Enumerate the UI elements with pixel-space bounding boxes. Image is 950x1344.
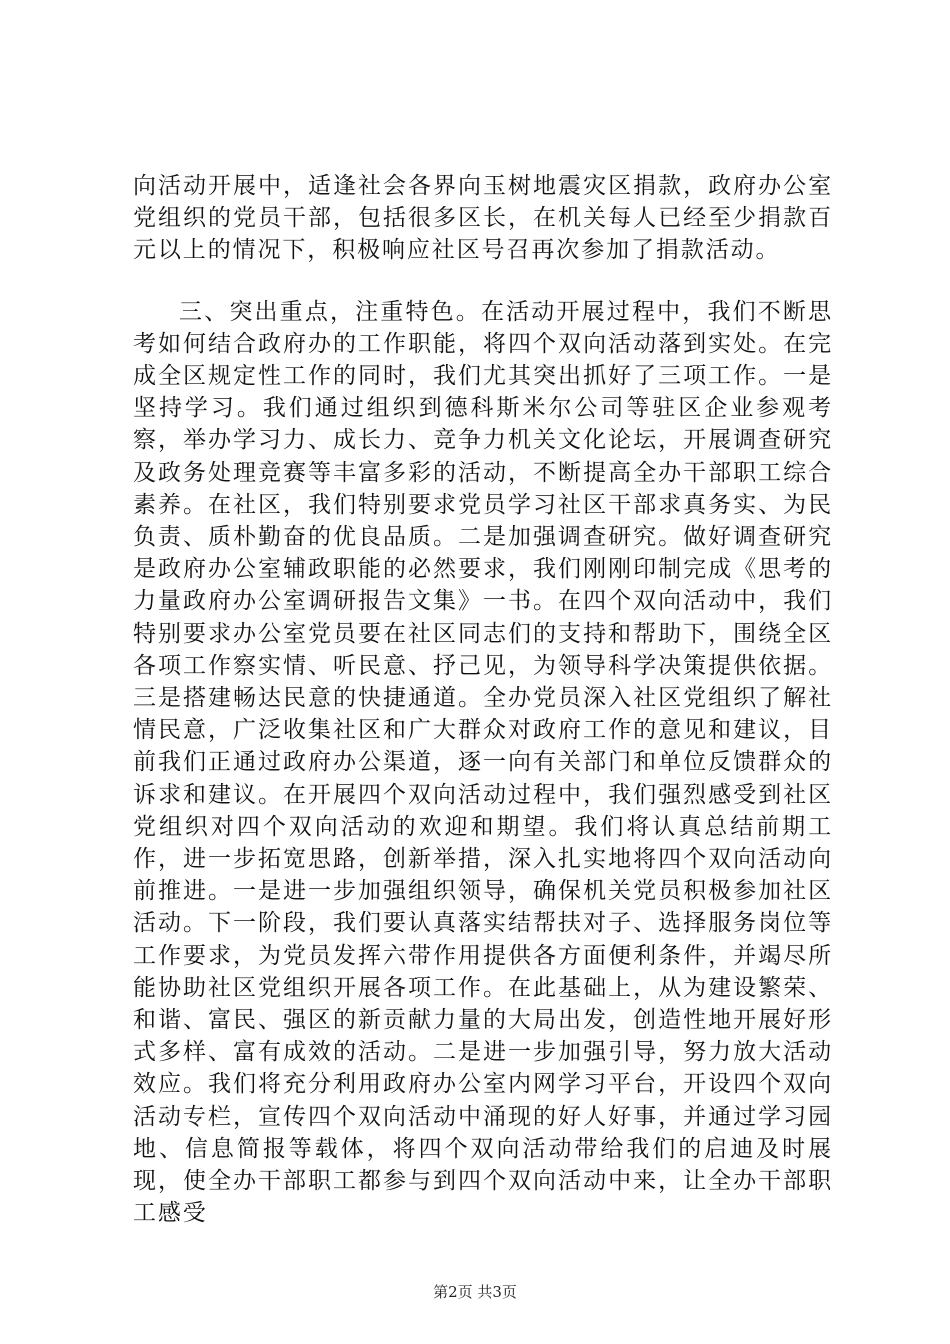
- page-footer: [0, 1282, 950, 1302]
- page-number-indicator: 第2页 共3页: [433, 1283, 517, 1301]
- paragraph-continuation: 向活动开展中，适逢社会各界向玉树地震灾区捐款，政府办公室党组织的党员干部，包括很多区长，在机关每人已经至少捐款百元以上的情况下，积极响应社区号召再次参加了捐款活动。: [133, 173, 833, 264]
- paragraph-section-three: 三、突出重点，注重特色。在活动开展过程中，我们不断思考如何结合政府办的工作职能，将四个双向活动落到实处。在完成全区规定性工作的同时，我们尤其突出抓好了三项工作。一是坚持学习。我们通过组织到德科斯米尔公司等驻区企业参观考察，举办学习力、成长力、竞争力机关文化论坛，开展调查研究及政务处理竞赛等丰富多彩的活动，不断提高全办干部职工综合素养。在社区，我们特别要求党员学习社区干部求真务实、为民负责、质朴勤奋的优良品质。二是加强调查研究。做好调查研究是政府办公室辅政职能的必然要求，我们刚刚印制完成《思考的力量政府办公室调研报告文集》一书。在四个双向活动中，我们特别要求办公室党员要在社区同志们的支持和帮助下，围绕全区各项工作察实情、听民意、抒己见，为领导科学决策提供依据。三是搭建畅达民意的快捷通道。全办党员深入社区党组织了解社情民意，广泛收集社区和广大群众对政府工作的意见和建议，目前我们正通过政府办公渠道，逐一向有关部门和单位反馈群众的诉求和建议。在开展四个双向活动过程中，我们强烈感受到社区党组织对四个双向活动的欢迎和期望。我们将认真总结前期工作，进一步拓宽思路，创新举措，深入扎实地将四个双向活动向前推进。一是进一步加强组织领导，确保机关党员积极参加社区活动。下一阶段，我们要认真落实结帮扶对子、选择服务岗位等工作要求，为党员发挥六带作用提供各方面便利条件，并竭尽所能协助社区党组织开展各项工作。在此基础上，从为建设繁荣、和谐、富民、强区的新贡献力量的大局出发，创造性地开展好形式多样、富有成效的活动。二是进一步加强引导，努力放大活动效应。我们将充分利用政府办公室内网学习平台，开设四个双向活动专栏，宣传四个双向活动中涌现的好人好事，并通过学习园地、信息简报等载体，将四个双向活动带给我们的启迪及时展现，使全办干部职工都参与到四个双向活动中来，让全办干部职工感受: [133, 298, 833, 1227]
- document-body: [133, 170, 833, 1230]
